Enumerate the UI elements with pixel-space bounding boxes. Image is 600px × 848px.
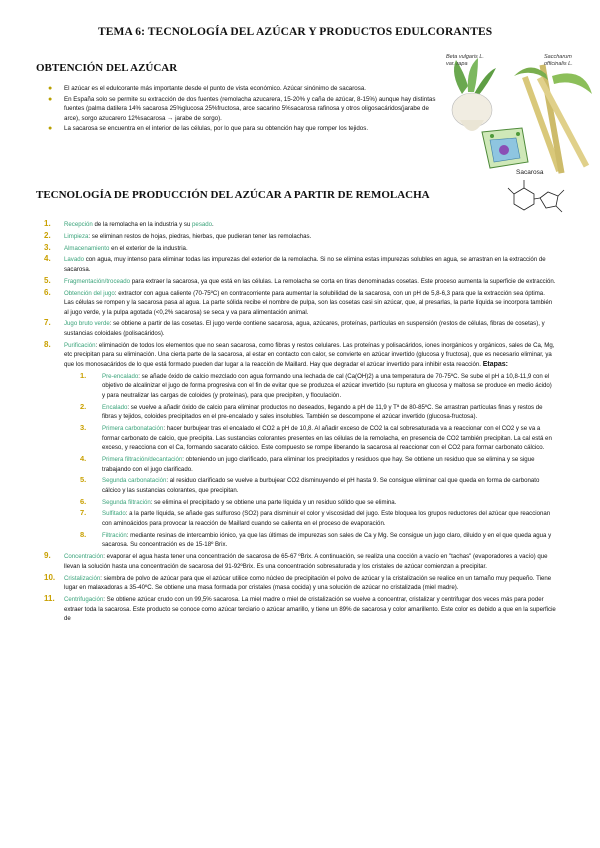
step-keyword: Centrifugación [64, 595, 104, 603]
step-text: : hacer burbujear tras el encalado el CO2 a pH de 10,8. Al añadir exceso de CO2 la cal sobresaturada va a reaccionar con el CO2 y se va a formar carbonato de calcio, que precipita. Las sustancias colorantes presentes en las células de la remolacha, en presencia de CO2 también precipitan. La cal está en exceso, y reacciona con el Ca, formando sacarato cálcico. Este compuesto se rompe liberando la sacarosa al reaccionar con el CO2 para formar carbonato cálcico. [102, 424, 552, 452]
step-text: : Se obtiene azúcar crudo con un 99,5% sacarosa. La miel madre o miel de cristalización se vuelve a concentrar, cristalizar y centrifugar dos veces más para poder extraer toda la sacarosa. Este producto se conoce como azúcar terciario o azúcar amarillo, y tiene un 89% de sacarosa y color amarillento. Este color es debido a que en la superficie de [64, 595, 556, 623]
bullet-icon: ● [48, 85, 53, 92]
section-heading-tecnologia: TECNOLOGÍA DE PRODUCCIÓN DEL AZÚCAR A PARTIR DE REMOLACHA [36, 189, 430, 201]
purification-substeps-list [64, 372, 556, 550]
step-text: : al residuo clarificado se vuelve a burbujear CO2 disminuyendo el pH hasta 9. Se consigue eliminar cal que queda en forma de carbonato cálcico y las sustancias colorantes, que precipitan. [102, 477, 540, 494]
step-number: 6. [44, 287, 51, 297]
list-item [44, 220, 556, 230]
step-text: : se elimina el precipitado y se obtiene una parte líquida y un residuo sólido que se elimina. [150, 498, 397, 506]
list-item [44, 289, 556, 318]
step-keyword: Primera filtración/decantación [102, 455, 183, 463]
step-keyword: Limpieza [64, 232, 89, 240]
step-keyword: Filtración [102, 531, 127, 539]
bullet-text: El azúcar es el edulcorante más importante desde el punto de vista económico. Azúcar sinónimo de sacarosa. [64, 85, 366, 92]
step-text: de la remolacha en la industria y su [92, 221, 193, 228]
step-keyword: Primera carbonatación [102, 424, 164, 432]
step-keyword: Purificación [64, 341, 96, 349]
list-item [80, 476, 556, 495]
list-item [44, 552, 556, 571]
step-number: 3. [44, 242, 51, 252]
step-keyword: Segunda carbonatación [102, 477, 167, 485]
step-text: en el exterior de la industria. [109, 244, 188, 252]
section-heading-obtencion: OBTENCIÓN DEL AZÚCAR [36, 62, 178, 74]
step-text: : se añade óxido de calcio mezclado con agua formando una lechada de cal (Ca(OH)2) a una temperatura de 70-75ºC. Se sube el pH a 10,8-11,9 con el objetivo de alcalinizar el jugo de forma progresiva con el fin de evitar que se produzca el azúcar invertido (su ruptura en glucosa y maltosa se produce en medio ácido) y para neutralizar las cargas de coloides (y proteínas), para que precipiten, y floculación. [102, 372, 552, 399]
bullet-icon: ● [48, 125, 53, 133]
step-number: 3. [80, 422, 87, 432]
illustration-label: Beta vulgaris L. [446, 54, 484, 60]
step-keyword: Pre-encalado [102, 372, 139, 380]
sucrose-molecule-icon [508, 180, 564, 212]
bullet-text: La sacarosa se encuentra en el interior de las células, por lo que para su obtención hay que romper los tejidos. [64, 125, 369, 133]
process-steps-list [44, 220, 556, 626]
list-item [80, 509, 556, 528]
plant-cell-icon [482, 128, 528, 168]
illustration-label: var. rapa [446, 61, 468, 67]
step-text: : a la parte líquida, se añade gas sulfuroso (SO2) para disminuir el color y viscosidad del jugo. Este bloquea los grupos reductores del azúcar que reaccionan con aminoácidos para provocar la reacción de Maillard cuando se calienta en el proceso de evaporación. [102, 510, 551, 528]
step-keyword: Almacenamiento [64, 244, 110, 252]
list-item [48, 124, 440, 134]
illustration-label: Sacarosa [516, 169, 544, 176]
step-keyword: Segunda filtración [102, 498, 151, 506]
step-keyword: Sulfitado [102, 510, 126, 518]
illustration-label: officinalis L. [544, 61, 573, 67]
list-item [44, 319, 556, 338]
step-number: 7. [80, 508, 87, 518]
step-text: para extraer la sacarosa, ya que está en las células. La remolacha se corta en tiras denominadas cosetas. Este proceso aumenta la superficie de extracción. [130, 277, 556, 285]
beet-icon [452, 58, 496, 131]
bullet-text: En España solo se permite su extracción de dos fuentes (remolacha azucarera, 15-20% y caña de azúcar, 8-15%) aunque hay distintas fuentes (palma datilera 14% sacarosa 25%glucosa 25%fructosa, arce sacarino 5%sacarosa rafinosa y otros oligosacáridos(jarabe de arce), sorgo azucarero 12%sacarosa → jarabe de sorgo). [64, 95, 436, 122]
step-number: 4. [44, 254, 51, 264]
step-text: con agua, muy intenso para eliminar todas las impurezas del exterior de la remolacha. Si no se elimina estas impurezas solubles en agua, se arrastran en la extracción de sacarosa. [64, 256, 546, 273]
step-keyword: Lavado [64, 256, 84, 264]
step-text: : se eliminan restos de hojas, piedras, hierbas, que pudieran tener las remolachas. [88, 232, 312, 240]
step-keyword: pesado [192, 221, 213, 228]
step-number: 9. [44, 551, 51, 561]
list-item [44, 595, 556, 624]
list-item [80, 403, 556, 422]
step-text: : obteniendo un jugo clarificado, para eliminar los precipitados y residuos que hay. Se obtiene un residuo que se elimina y se sigue trabajando con el jugo clarificado. [102, 455, 535, 473]
intro-bullet-list [48, 84, 440, 135]
step-number: 2. [80, 401, 87, 411]
step-number: 5. [80, 475, 87, 485]
step-text: : se vuelve a añadir óxido de calcio para eliminar productos no deseados, llegando a pH de 11,9 y Tª de 80-85ºC. Se arrastran partículas finas y restos de fibras y tejidos, coloides precipitados en el pre-encalado y sales insolubles. También se descompone el azúcar invertido (glucosa-fructosa). [102, 403, 543, 421]
list-item [44, 574, 556, 593]
list-item [48, 95, 440, 124]
step-keyword: Recepción [64, 221, 93, 228]
list-item [48, 84, 440, 94]
list-item [80, 372, 556, 401]
list-item [44, 232, 556, 242]
list-item [44, 341, 556, 550]
list-item [44, 255, 556, 274]
step-number: 1. [44, 219, 51, 228]
step-number: 1. [80, 370, 87, 380]
etapas-label: Etapas: [482, 361, 508, 369]
step-number: 8. [80, 529, 87, 539]
step-number: 11. [44, 593, 55, 603]
step-text: : extractor con agua caliente (70-75ºC) en contracorriente para aumentar la solubilidad de la sacarosa, con un pH de 5,8-6,3 para que la extracción sea óptima. Las células se rompen y la sacarosa pasa al agua. La parte sólida recibe el nombre de pulpa, son las cosetas casi sin azúcar, que, al presarlas, la parte líquida se incorpora también al jugo verde, y la pulpa agotada (<0,2% sacarosa) se seca y va para alimentación animal. [64, 289, 553, 316]
list-item [44, 244, 556, 254]
step-number: 6. [80, 496, 87, 506]
step-number: 10. [44, 572, 56, 582]
step-keyword: Concentración [64, 553, 104, 561]
list-item [80, 455, 556, 474]
illustration-label: Saccharum [544, 54, 572, 60]
step-text: : se obtiene a partir de las cosetas. El jugo verde contiene sacarosa, agua, azúcares, proteínas, partículas en suspensión (restos de células, fibras de cosetas), y sustancias coloidales (polisacáridos). [64, 320, 545, 338]
list-item [80, 531, 556, 550]
step-text: . [212, 221, 214, 228]
step-number: 7. [44, 318, 51, 328]
step-keyword: Jugo bruto verde [64, 320, 110, 328]
step-text: : mediante resinas de intercambio iónico, ya que las últimas de impurezas son sales de Ca y Mg. Se consigue un jugo claro, diluido y en el que queda agua y sacarosa. Su concentración es de 15-18º Brix. [102, 531, 552, 549]
bullet-icon: ● [48, 95, 53, 103]
list-item [80, 498, 556, 508]
step-number: 8. [44, 339, 51, 349]
step-number: 4. [80, 453, 87, 463]
list-item [80, 424, 556, 453]
list-item [44, 277, 556, 287]
page-title: TEMA 6: TECNOLOGÍA DEL AZÚCAR Y PRODUCTOS EDULCORANTES [98, 26, 493, 38]
step-keyword: Obtención del jugo [64, 289, 115, 297]
step-text: : evaporar el agua hasta tener una concentración de sacarosa de 65-67 ºBrix. A continuación, se realiza una cocción a vacío en "tachas" (evaporadores a vacío) que llevan la solución hasta una concentración de sacarosa del 91-92ºBrix. Es una concentración sobresaturada y los cristales de azúcar comienzan a precipitar. [64, 553, 548, 570]
step-keyword: Encalado [102, 403, 128, 411]
step-keyword: Fragmentación/troceado [64, 277, 131, 285]
step-text: : eliminación de todos los elementos que no sean sacarosa, como fibras y restos celulares. Las proteínas y polisacáridos, iones inorgánicos y orgánicos, sales de Ca, Mg, etc precipitan para su eliminación. Una cierta parte de la sacarosa, al estar en contacto con calor, se convierte en azúcar invertido (glucosa y fructosa), que es necesario eliminar, ya que los monosacáridos de lo que está formado pueden dar lugar a la reacción de Maillard. Hay que degradar el azúcar invertido para inhibir esta reacción. [64, 341, 555, 369]
step-number: 5. [44, 275, 51, 285]
sugar-sources-illustration [444, 54, 594, 232]
step-keyword: Cristalización [64, 574, 101, 582]
step-number: 2. [44, 230, 51, 240]
step-text: : siembra de polvo de azúcar para que el azúcar utilice como núcleo de precipitación el polvo de azúcar y la cristalización se realice en un tamaño muy pequeño. Tiene lugar en malaxadoras a 35-40ºC. Se obtiene una masa formada por cristales (masa cocida) y una solución de azúcar no cristalizada (miel madre). [64, 574, 552, 592]
